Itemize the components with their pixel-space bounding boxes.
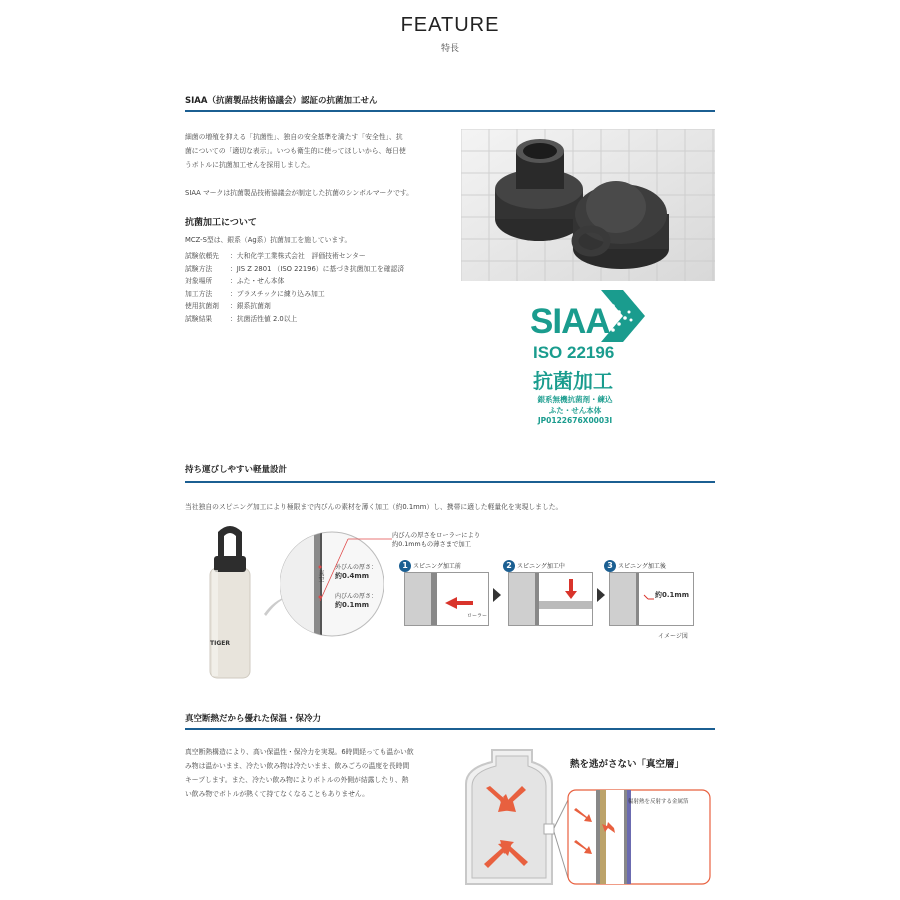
light-section-title: 持ち運びしやすい軽量設計 — [185, 465, 288, 475]
step-arrow-icon — [597, 588, 605, 602]
callout-text: 内びんの厚さをローラーにより 約0.1mmもの薄さまで加工 — [392, 532, 481, 548]
siaa-section-title: SIAA（抗菌製品技術協議会）認証の抗菌加工せん — [185, 96, 378, 106]
inner-thickness: 内びんの厚さ： 約0.1mm — [335, 593, 378, 609]
diagram-title: 熱を逃がさない「真空層」 — [570, 759, 685, 770]
vacuum-label: 真空 — [317, 570, 324, 582]
siaa-logo-text: SIAA — [530, 302, 610, 341]
step-number: 2 — [503, 560, 515, 572]
spec-list — [185, 250, 404, 325]
image-note: イメージ図 — [658, 633, 688, 640]
step2-diagram — [508, 572, 593, 626]
bottle-image — [200, 520, 260, 680]
antibacterial-subtitle: 抗菌加工について — [185, 218, 257, 228]
outer-thickness: 外びんの厚さ： 約0.4mm — [335, 564, 378, 580]
callout-lines — [318, 531, 394, 603]
step-number: 3 — [604, 560, 616, 572]
step-number: 1 — [399, 560, 411, 572]
diagram-note: 輻射熱を反射する金属箔 — [628, 799, 689, 805]
light-paragraph: 当社独自のスピニング加工により極限まで内びんの素材を薄く加工（約0.1mm）し、携帯に適した軽量化を実現しました。 — [185, 503, 563, 511]
spec-row: 加工方法 ：プラスチックに練り込み加工 — [185, 289, 325, 298]
spec-row: 対象場所 ：ふた・せん本体 — [185, 277, 285, 285]
step-label: スピニング加工前 — [413, 563, 461, 570]
bottle-logo: TIGER — [210, 640, 230, 647]
page-title: FEATURE — [400, 14, 500, 36]
section-divider — [185, 481, 715, 483]
siaa-info: 銀系無機抗菌剤・練込 ふた・せん本体 JP0122676X0003I — [537, 395, 613, 425]
page-subtitle: 特長 — [440, 44, 459, 54]
spec-row: 試験結果 ：抗菌活性値 2.0以上 — [185, 314, 298, 323]
siaa-iso-text: ISO 22196 — [533, 343, 615, 362]
thermal-section-title: 真空断熱だから優れた保温・保冷力 — [185, 714, 322, 724]
thermal-paragraph: 真空断熱構造により、高い保温性・保冷力を実現。6時間経っても温かい飲 み物は温かいまま、冷たい飲み物は冷たいまま、飲みごろの温度を長時間 キープします。また、冷たい飲み物によりボトルの外側が結露したり、熱 い飲み物でボトルが熱くて持てなくなることもありません。 — [185, 748, 414, 798]
step-arrow-icon — [493, 588, 501, 602]
section-divider — [185, 728, 715, 730]
siaa-label-text: 抗菌加工 — [533, 371, 613, 393]
step-label: スピニング加工後 — [618, 563, 666, 570]
cap-photo — [461, 129, 715, 281]
roller-label: ローラー — [467, 613, 488, 619]
siaa-paragraph: 細菌の増殖を抑える「抗菌性」、独自の安全基準を満たす「安全性」、抗 菌についての「適切な表示」。いつも衛生的に使ってほしいから、毎日使 うボトルに抗菌加工せんを採用しました。 — [185, 133, 406, 169]
siaa-mark-note: SIAA マークは抗菌製品技術協議会が制定した抗菌のシンボルマークです。 — [185, 189, 413, 197]
siaa-arrow-icon — [601, 290, 645, 342]
section-divider — [185, 110, 715, 112]
spec-row: 試験依頼先 ：大和化学工業株式会社 評価技術センター — [185, 252, 366, 260]
step3-thickness: 約0.1mm — [655, 591, 689, 599]
spec-row: 試験方法 ：JIS Z 2801 （ISO 22196）に基づき抗菌加工を確認済 — [185, 264, 405, 273]
antibacterial-lead: MCZ-S型は、銀系（Ag系）抗菌加工を施しています。 — [185, 236, 352, 244]
step-label: スピニング加工中 — [517, 563, 565, 570]
spec-row: 使用抗菌剤 ：銀系抗菌剤 — [185, 302, 271, 310]
